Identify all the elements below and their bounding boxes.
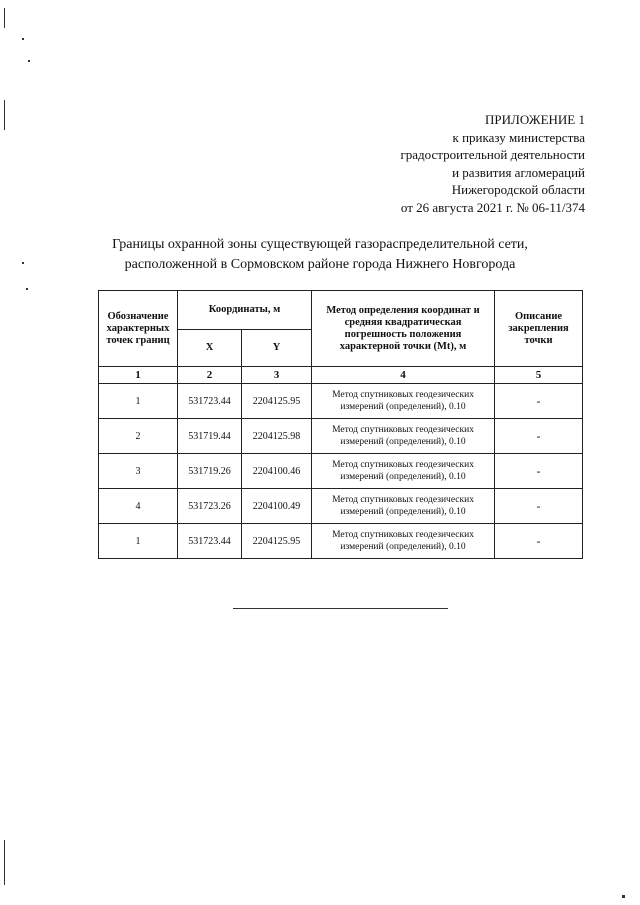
point-number: 2 (99, 419, 178, 454)
method-text: Метод спутниковых геодезических измерений (определений), 0.10 (312, 454, 495, 489)
column-number-row (99, 367, 583, 384)
fixing-description: - (495, 419, 583, 454)
fixing-description: - (495, 489, 583, 524)
column-number: 1 (99, 367, 178, 384)
separator-line (233, 608, 448, 609)
coord-y: 2204125.95 (242, 384, 312, 419)
fixing-description: - (495, 454, 583, 489)
appendix-line: и развития агломераций (452, 164, 585, 180)
coord-y: 2204100.49 (242, 489, 312, 524)
appendix-line: к приказу министерства (452, 129, 585, 145)
fixing-description: - (495, 384, 583, 419)
document-title (60, 235, 580, 275)
scan-mark (4, 100, 5, 130)
header-designation: Обозначение характерных точек границ (99, 291, 178, 367)
scan-mark (26, 288, 28, 290)
table-row (99, 524, 583, 559)
column-number: 5 (495, 367, 583, 384)
point-number: 3 (99, 454, 178, 489)
header-coordinates: Координаты, м (178, 291, 312, 330)
coord-x: 531723.44 (178, 384, 242, 419)
method-text: Метод спутниковых геодезических измерений (определений), 0.10 (312, 524, 495, 559)
method-text: Метод спутниковых геодезических измерений (определений), 0.10 (312, 384, 495, 419)
coord-y: 2204125.95 (242, 524, 312, 559)
scan-mark (22, 38, 24, 40)
appendix-line: Нижегородской области (451, 182, 585, 197)
header-method: Метод определения координат и средняя квадратическая погрешность положения характерной точки (Mt), м (312, 291, 495, 367)
scan-mark (28, 60, 30, 62)
boundary-points-table (98, 290, 583, 559)
coord-x: 531719.44 (178, 419, 242, 454)
table-row (99, 489, 583, 524)
table-row (99, 454, 583, 489)
scan-mark (22, 262, 24, 264)
point-number: 1 (99, 524, 178, 559)
title-line-2: расположенной в Сормовском районе города Нижнего Новгорода (124, 257, 516, 272)
header-y: Y (242, 330, 312, 367)
table-row (99, 384, 583, 419)
column-number: 2 (178, 367, 242, 384)
coord-x: 531723.26 (178, 489, 242, 524)
method-text: Метод спутниковых геодезических измерений (определений), 0.10 (312, 419, 495, 454)
coord-x: 531723.44 (178, 524, 242, 559)
table-row (99, 419, 583, 454)
coord-y: 2204100.46 (242, 454, 312, 489)
scan-mark (4, 840, 5, 885)
scan-mark (622, 895, 625, 898)
appendix-line: от 26 августа 2021 г. № 06-11/374 (400, 199, 585, 215)
coord-y: 2204125.98 (242, 419, 312, 454)
appendix-header (265, 111, 585, 216)
header-x: X (178, 330, 242, 367)
column-number: 3 (242, 367, 312, 384)
title-line-1: Границы охранной зоны существующей газораспределительной сети, (112, 237, 528, 252)
method-text: Метод спутниковых геодезических измерений (определений), 0.10 (312, 489, 495, 524)
fixing-description: - (495, 524, 583, 559)
column-number: 4 (312, 367, 495, 384)
appendix-line: градостроительной деятельности (400, 147, 585, 162)
scan-mark (4, 8, 5, 28)
point-number: 4 (99, 489, 178, 524)
table-header-row (99, 291, 583, 330)
point-number: 1 (99, 384, 178, 419)
header-description: Описание закрепления точки (495, 291, 583, 367)
coord-x: 531719.26 (178, 454, 242, 489)
appendix-line: ПРИЛОЖЕНИЕ 1 (485, 112, 585, 127)
